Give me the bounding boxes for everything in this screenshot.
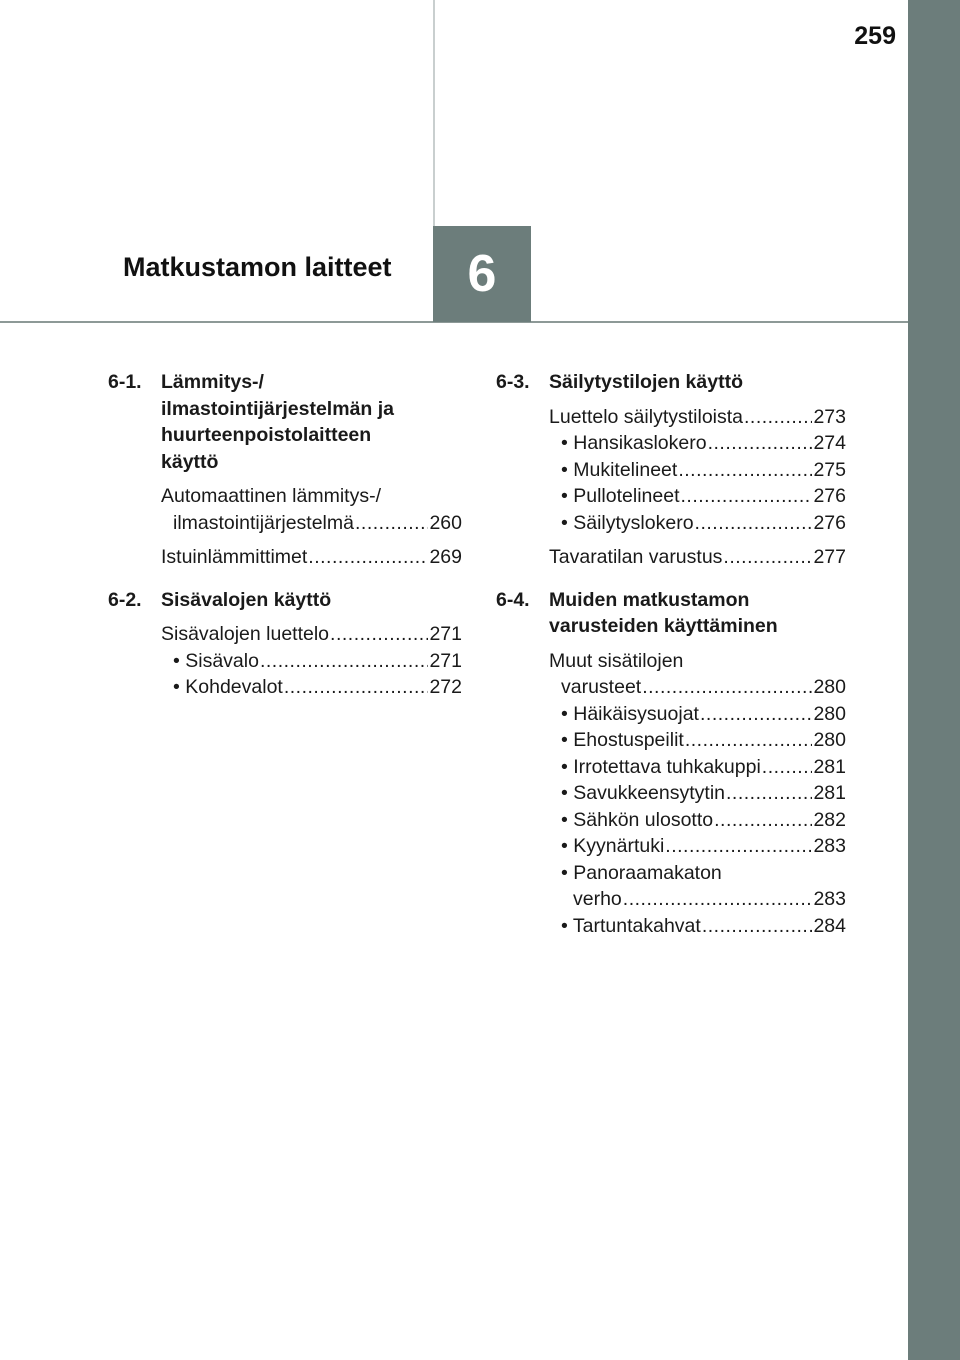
leader-dots (260, 648, 428, 675)
entry-label: • Kyynärtuki (561, 833, 664, 860)
chapter-number-box: 6 (433, 226, 531, 322)
toc-subentry[interactable] (496, 833, 846, 860)
section-title-line: huurteenpoistolaitteen (161, 424, 372, 446)
entry-label: • Sisävalo (173, 648, 259, 675)
entry-page: 276 (813, 485, 846, 507)
entry-label: • Pullotelineet (561, 483, 680, 510)
entry-page: 273 (813, 405, 846, 428)
entry-label-line: Muut sisätilojen (549, 649, 684, 672)
toc-entry[interactable] (108, 621, 462, 648)
entry-label: • Ehostuspeilit (561, 727, 684, 754)
section-title-line: ilmastointijärjestelmän ja (161, 397, 395, 420)
entry-label: • Savukkeensytytin (561, 780, 725, 807)
entry-label: • Mukitelineet (561, 457, 677, 484)
toc-entry[interactable] (496, 648, 846, 701)
entry-page: 280 (813, 729, 846, 751)
section-number: 6-2. (108, 588, 142, 611)
leader-dots (762, 754, 813, 781)
entry-page: 274 (813, 432, 846, 454)
toc-subentry[interactable] (496, 430, 846, 457)
toc-entry[interactable] (108, 483, 462, 536)
entry-page: 272 (429, 676, 462, 698)
entry-label: Tavaratilan varustus (549, 546, 723, 568)
entry-label: • Häikäisysuojat (561, 701, 699, 728)
toc-entry[interactable] (496, 544, 846, 571)
entry-label: Sisävalojen luettelo (161, 623, 330, 645)
entry-page: 277 (813, 546, 846, 568)
header-divider-vertical (433, 0, 435, 226)
toc-entry[interactable] (108, 544, 462, 571)
leader-dots (702, 913, 813, 940)
leader-dots (695, 510, 813, 537)
entry-label: • Sähkön ulosotto (561, 807, 713, 834)
toc-subentry[interactable] (496, 807, 846, 834)
toc-subentry[interactable] (108, 674, 462, 701)
entry-page: 260 (429, 511, 462, 534)
entry-page: 271 (429, 623, 462, 645)
entry-page: 282 (813, 808, 846, 831)
leader-dots (681, 483, 813, 510)
toc-subentry[interactable] (496, 780, 846, 807)
section-title-line: Muiden matkustamon (549, 588, 750, 611)
entry-label: • Tartuntakahvat (561, 913, 701, 940)
entry-label-line: Automaattinen lämmitys-/ (161, 485, 381, 507)
entry-label: Luettelo säilytystiloista (549, 405, 744, 428)
toc-subentry[interactable] (496, 483, 846, 510)
toc-section-6-2[interactable] (108, 587, 462, 614)
leader-dots (685, 727, 813, 754)
leader-dots (744, 404, 812, 431)
entry-page: 280 (813, 676, 846, 698)
toc-left-column (108, 369, 462, 701)
section-number: 6-1. (108, 371, 142, 393)
toc-section-6-1[interactable] (108, 369, 462, 475)
toc-subentry[interactable] (108, 648, 462, 675)
entry-page: 280 (813, 702, 846, 725)
section-title-line: Lämmitys-/ (161, 371, 264, 393)
section-title-line: Säilytystilojen käyttö (549, 371, 743, 393)
entry-label: verho (573, 888, 622, 910)
chapter-title: Matkustamon laitteet (123, 252, 392, 282)
entry-page: 284 (813, 914, 846, 937)
entry-page: 281 (813, 755, 846, 778)
leader-dots (284, 674, 429, 701)
leader-dots (714, 807, 812, 834)
entry-label: • Kohdevalot (173, 674, 283, 701)
toc-right-column (496, 369, 846, 939)
leader-dots (330, 621, 428, 648)
entry-label: • Hansikaslokero (561, 430, 707, 457)
leader-dots (308, 544, 428, 571)
toc-subentry[interactable] (496, 510, 846, 537)
leader-dots (623, 886, 813, 913)
toc-section-6-4[interactable] (496, 587, 846, 640)
toc-subentry[interactable] (496, 727, 846, 754)
leader-dots (726, 780, 812, 807)
toc-entry[interactable] (496, 404, 846, 431)
section-number: 6-4. (496, 588, 530, 611)
leader-dots (700, 701, 812, 728)
toc-subentry[interactable] (496, 860, 846, 913)
section-number: 6-3. (496, 371, 530, 393)
entry-page: 271 (429, 649, 462, 672)
entry-label: ilmastointijärjestelmä (173, 511, 354, 534)
leader-dots (642, 674, 812, 701)
toc-subentry[interactable] (496, 913, 846, 940)
entry-page: 281 (813, 782, 846, 804)
entry-label-line: • Panoraamakaton (561, 860, 846, 887)
leader-dots (665, 833, 812, 860)
chapter-side-tab (908, 0, 960, 1360)
section-title-line: Sisävalojen käyttö (161, 588, 332, 611)
leader-dots (708, 430, 813, 457)
leader-dots (723, 544, 812, 571)
toc-subentry[interactable] (496, 754, 846, 781)
entry-page: 269 (429, 546, 462, 568)
toc-section-6-3[interactable] (496, 369, 846, 396)
section-title-line: käyttö (161, 450, 219, 473)
entry-page: 283 (813, 888, 846, 910)
entry-label: varusteet (561, 676, 642, 698)
entry-label: Istuinlämmittimet (161, 546, 308, 568)
page-number: 259 (854, 22, 896, 50)
entry-page: 283 (813, 835, 846, 857)
toc-subentry[interactable] (496, 701, 846, 728)
entry-label: • Irrotettava tuhkakuppi (561, 754, 761, 781)
entry-label: • Säilytyslokero (561, 510, 694, 537)
toc-subentry[interactable] (496, 457, 846, 484)
leader-dots (678, 457, 812, 484)
section-title-line: varusteiden käyttäminen (549, 615, 778, 637)
leader-dots (355, 510, 428, 537)
entry-page: 275 (813, 458, 846, 481)
entry-page: 276 (813, 511, 846, 534)
